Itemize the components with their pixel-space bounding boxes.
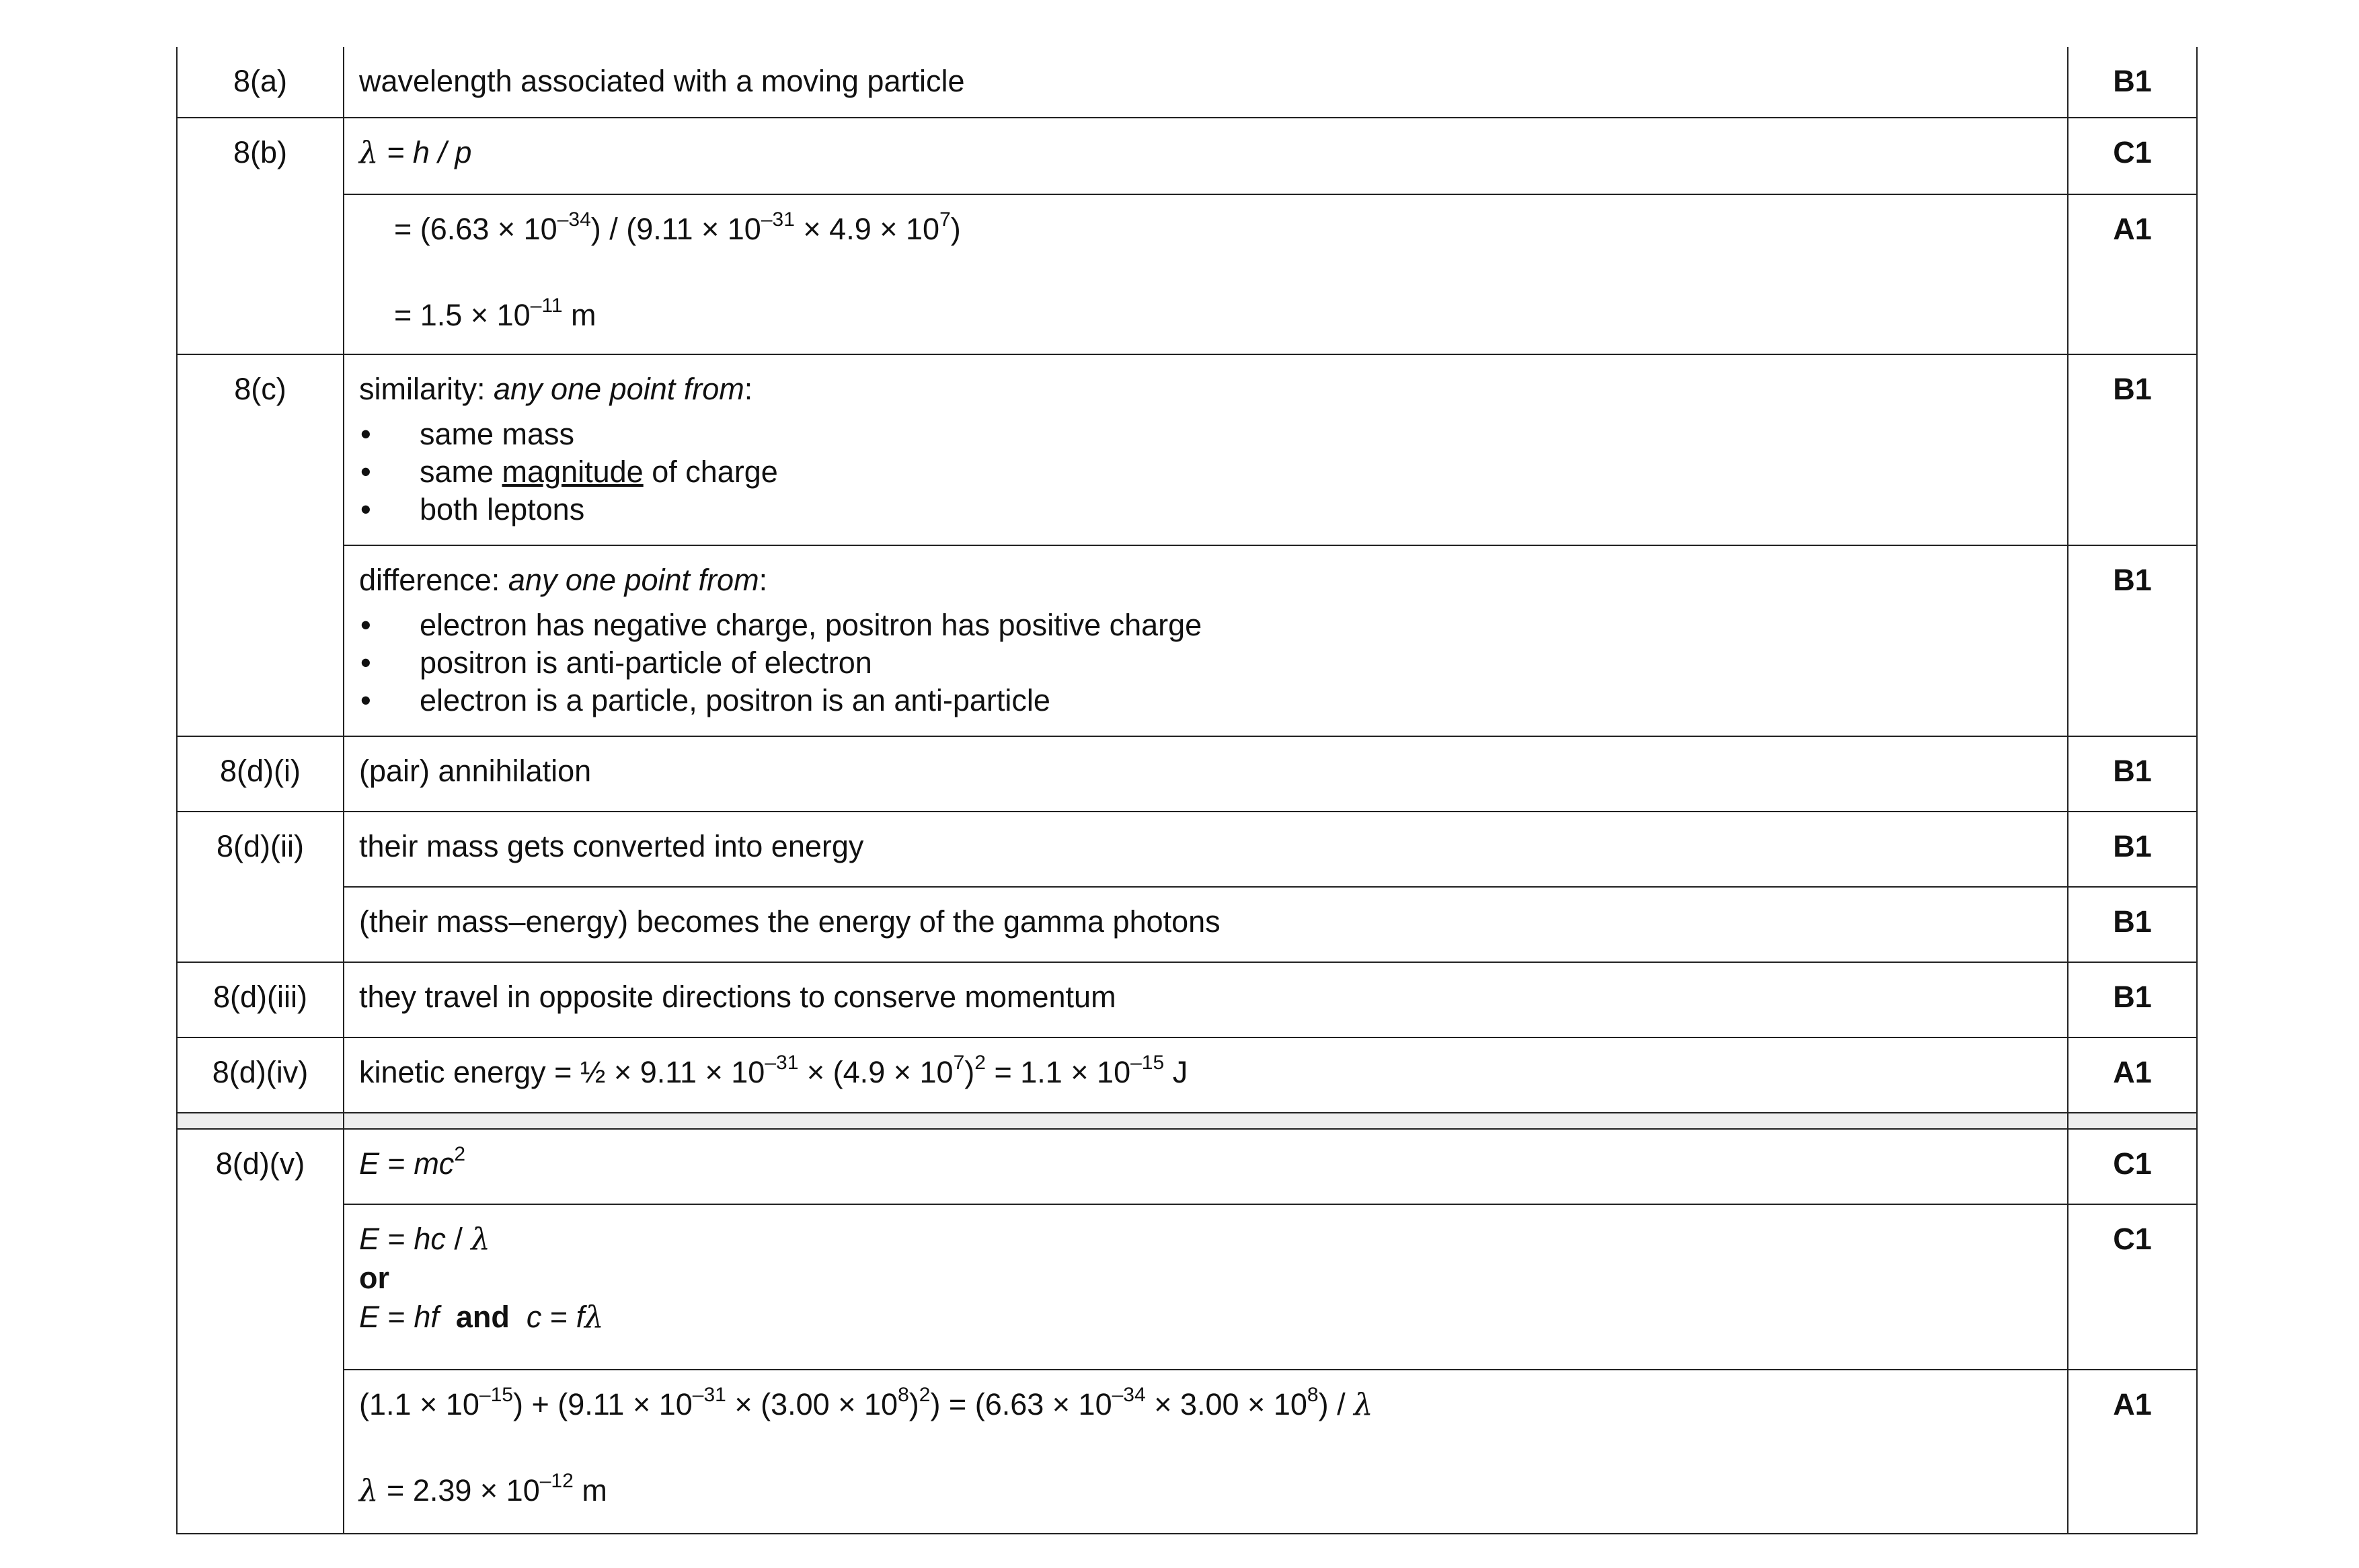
mark-code: B1 (2068, 887, 2197, 962)
question-number: 8(d)(i) (177, 736, 344, 812)
table-row (177, 1037, 2197, 1113)
working-line: = $(6.63 \times 10^{-34}) / (9.11 \times 10^{-31} \times 4.9 \times 10^7)$ (394, 208, 961, 246)
mark-code: B1 (2068, 736, 2197, 812)
mark-code: A1 (2068, 1370, 2197, 1534)
mark-code: A1 (2068, 194, 2197, 354)
or-label: or (359, 1261, 389, 1295)
answer-text (344, 1370, 2068, 1534)
table-row (177, 1129, 2197, 1204)
answer-text: (pair) annihilation (344, 736, 2068, 812)
table-row (177, 812, 2197, 887)
table-row (177, 887, 2197, 962)
question-number: 8(d)(iii) (177, 962, 344, 1037)
answer-text: their mass gets converted into energy (344, 812, 2068, 887)
answer-text: (their mass–energy) becomes the energy of the gamma photons (344, 887, 2068, 962)
question-number: 8(d)(iv) (177, 1037, 344, 1113)
table-row (177, 354, 2197, 545)
table-row (177, 1204, 2197, 1370)
difference-lead: difference: any one point from: (359, 563, 768, 597)
mark-code: C1 (2068, 118, 2197, 194)
question-number: 8(b) (177, 118, 344, 354)
mark-code: B1 (2068, 354, 2197, 545)
list-item: • positron is anti-particle of electron (359, 644, 2052, 682)
answer-text: kinetic energy = ½ × $9.11 \times 10^{-31} \times (4.9 \times 10^7)^2 = 1.1 \times 10^{-15}$ J (344, 1037, 2068, 1113)
formula-line: E = hc / λ (359, 1221, 490, 1257)
list-item: • electron has negative charge, positron has positive charge (359, 606, 2052, 644)
answer-text (344, 194, 2068, 354)
table-row (177, 118, 2197, 194)
answer-text (344, 354, 2068, 545)
answer-text (344, 1204, 2068, 1370)
question-number: 8(d)(ii) (177, 812, 344, 962)
table-row (177, 194, 2197, 354)
answer-text: $E = mc^2$ (344, 1129, 2068, 1204)
answer-text: wavelength associated with a moving particle (344, 47, 2068, 118)
similarity-list (359, 416, 2052, 528)
list-item: • both leptons (359, 491, 2052, 528)
question-number: 8(d)(v) (177, 1129, 344, 1534)
table-row (177, 962, 2197, 1037)
answer-text (344, 118, 2068, 194)
mark-code: C1 (2068, 1204, 2197, 1370)
formula: = h / p (387, 135, 472, 169)
table-row (177, 47, 2197, 118)
lambda-symbol: λ (359, 134, 379, 170)
formula-line: E = hf and c = fλ (359, 1299, 604, 1335)
separator-row (177, 1113, 2197, 1129)
table-row (177, 736, 2197, 812)
similarity-lead: similarity: any one point from: (359, 372, 753, 406)
working-line: $(1.1 \times 10^{-15}) + (9.11 \times 10^{-31} \times (3.00 \times 10^8)^2) = (6.63 \times 10^{-34} \times 3.00 \times 10^8) / \lambda$ (359, 1384, 1373, 1422)
question-number: 8(c) (177, 354, 344, 736)
mark-code: B1 (2068, 962, 2197, 1037)
result-line: = $1.5 \times 10^{-11}$ m (394, 295, 596, 332)
mark-code: C1 (2068, 1129, 2197, 1204)
difference-list (359, 606, 2052, 719)
question-number: 8(a) (177, 47, 344, 118)
mark-code: B1 (2068, 47, 2197, 118)
result-line: $\lambda = 2.39 \times 10^{-12}$ m (359, 1470, 607, 1508)
mark-code: A1 (2068, 1037, 2197, 1113)
list-item: • same mass (359, 416, 2052, 453)
mark-scheme-table (176, 47, 2198, 1534)
table-row (177, 1370, 2197, 1534)
list-item: • electron is a particle, positron is an anti-particle (359, 682, 2052, 719)
mark-code: B1 (2068, 545, 2197, 736)
answer-text: they travel in opposite directions to conserve momentum (344, 962, 2068, 1037)
mark-code: B1 (2068, 812, 2197, 887)
list-item: • same magnitude of charge (359, 453, 2052, 491)
table-row (177, 545, 2197, 736)
answer-text (344, 545, 2068, 736)
